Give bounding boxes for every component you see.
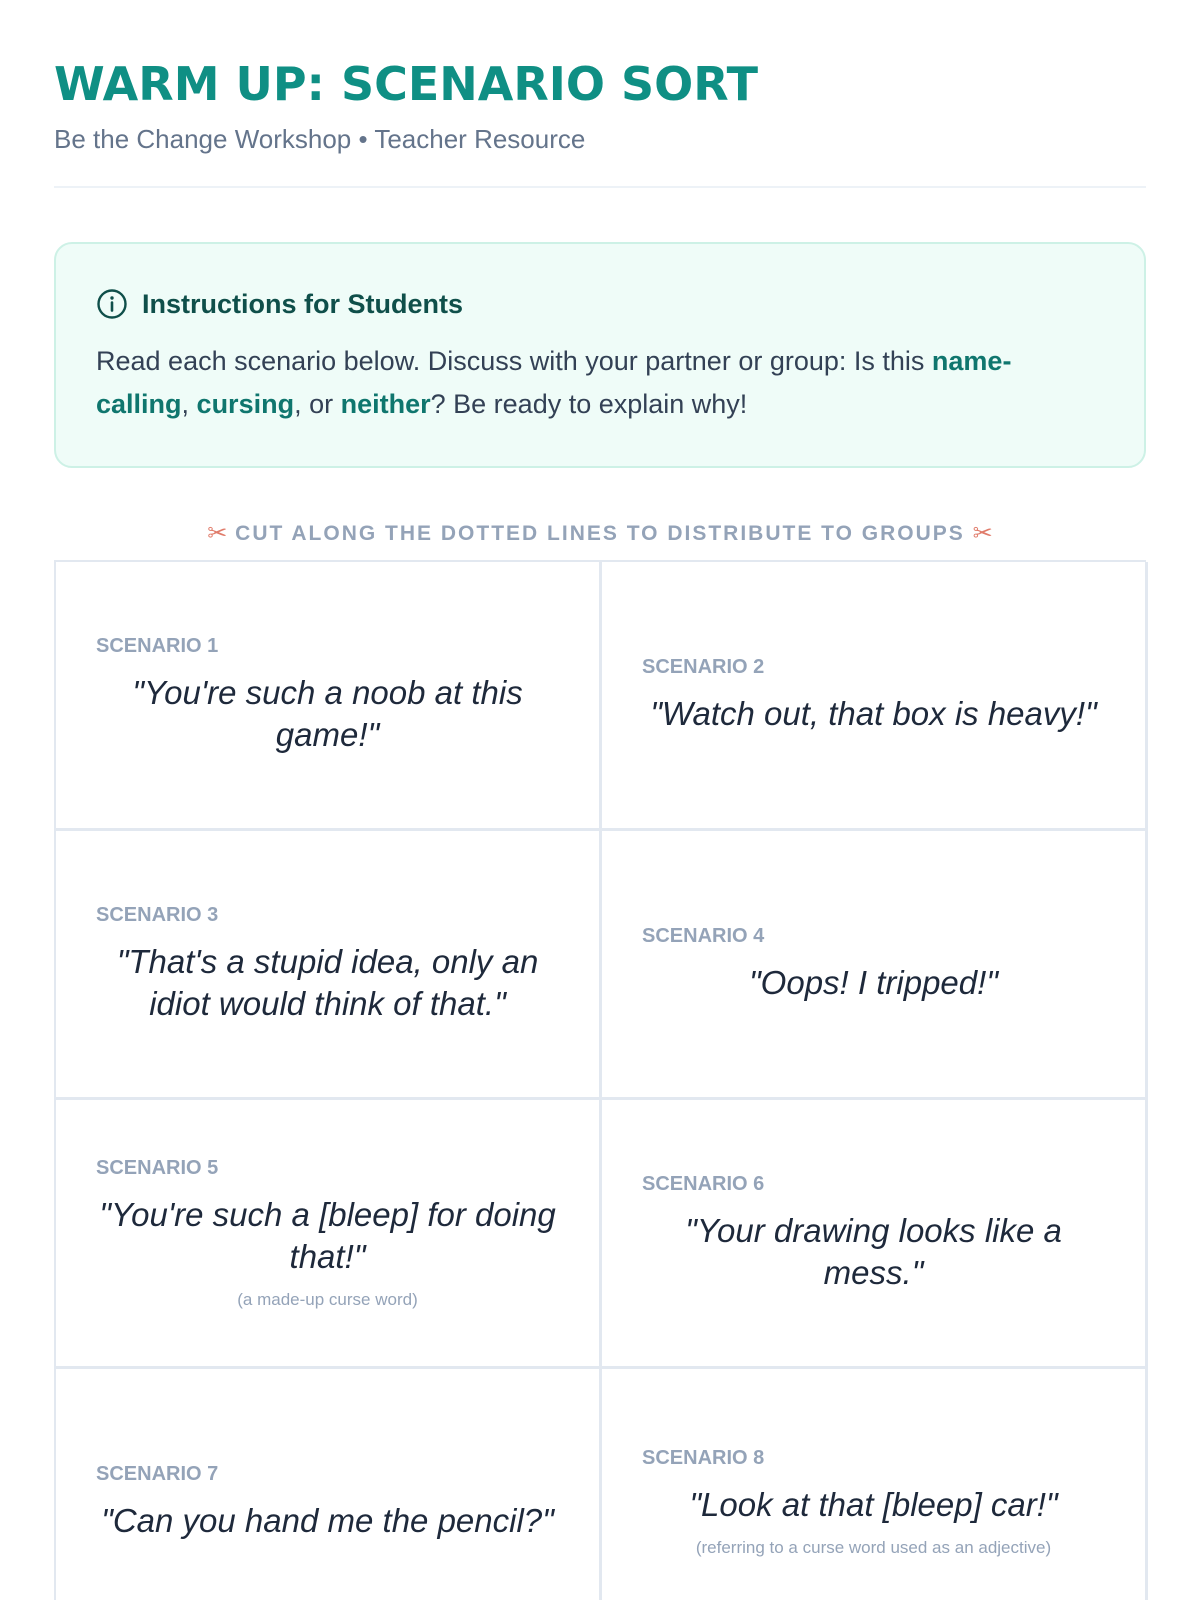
scissors-icon: ✂ [207,520,228,548]
scenario-label: SCENARIO 3 [96,903,219,926]
instructions-text [96,340,1104,426]
instructions-text-after: ? Be ready to explain why! [430,389,748,419]
cut-line-note [54,518,1146,550]
instructions-box [54,242,1146,468]
scenario-card-1 [56,562,602,831]
scissors-icon: ✂ [972,520,993,548]
scenario-card-2 [602,562,1148,831]
scenario-card-7 [56,1369,602,1600]
scenario-card-5 [56,1100,602,1369]
term-neither: neither [340,389,431,419]
scenario-label: SCENARIO 6 [642,1172,765,1195]
scenario-label: SCENARIO 7 [96,1462,219,1485]
scenario-label: SCENARIO 5 [96,1156,219,1179]
info-circle-icon [96,288,128,320]
scenario-quote: "Your drawing looks like a mess." [685,1211,1062,1291]
scenario-card-8 [602,1369,1148,1600]
scenario-label: SCENARIO 8 [642,1446,765,1469]
instructions-sep-2: , or [294,389,341,419]
term-cursing: cursing [196,389,295,419]
scenario-quote: "That's a stupid idea, only an idiot would think of that." [116,942,539,1022]
scenario-quote: "You're such a [bleep] for doing that!" [99,1195,556,1275]
page [54,0,1146,1600]
scenario-note: (a made-up curse word) [237,1289,418,1309]
scenario-quote: "You're such a noob at this game!" [132,673,523,753]
page-title: WARM UP: SCENARIO SORT [54,57,758,111]
instructions-text-before: Read each scenario below. Discuss with your partner or group: Is this [96,346,932,376]
cut-line-text: CUT ALONG THE DOTTED LINES TO DISTRIBUTE TO GROUPS [235,522,965,545]
scenario-quote: "Can you hand me the pencil?" [101,1501,554,1539]
header [54,0,1146,188]
scenario-card-4 [602,831,1148,1100]
scenario-quote: "Look at that [bleep] car!" [689,1485,1058,1523]
instructions-header [96,284,1104,324]
scenario-label: SCENARIO 4 [642,924,765,947]
instructions-sep-1: , [181,389,197,419]
term-name-calling: name-calling [96,346,1012,419]
scenario-quote: "Watch out, that box is heavy!" [650,694,1097,732]
scenario-card-6 [602,1100,1148,1369]
scenario-grid [54,560,1146,1600]
scenario-card-3 [56,831,602,1100]
instructions-title: Instructions for Students [142,288,464,319]
scenario-quote: "Oops! I tripped!" [748,963,999,1001]
scenario-label: SCENARIO 2 [642,655,765,678]
scenario-label: SCENARIO 1 [96,634,219,657]
scenario-note: (referring to a curse word used as an adjective) [695,1537,1052,1557]
page-subtitle: Be the Change Workshop • Teacher Resource [54,124,586,154]
